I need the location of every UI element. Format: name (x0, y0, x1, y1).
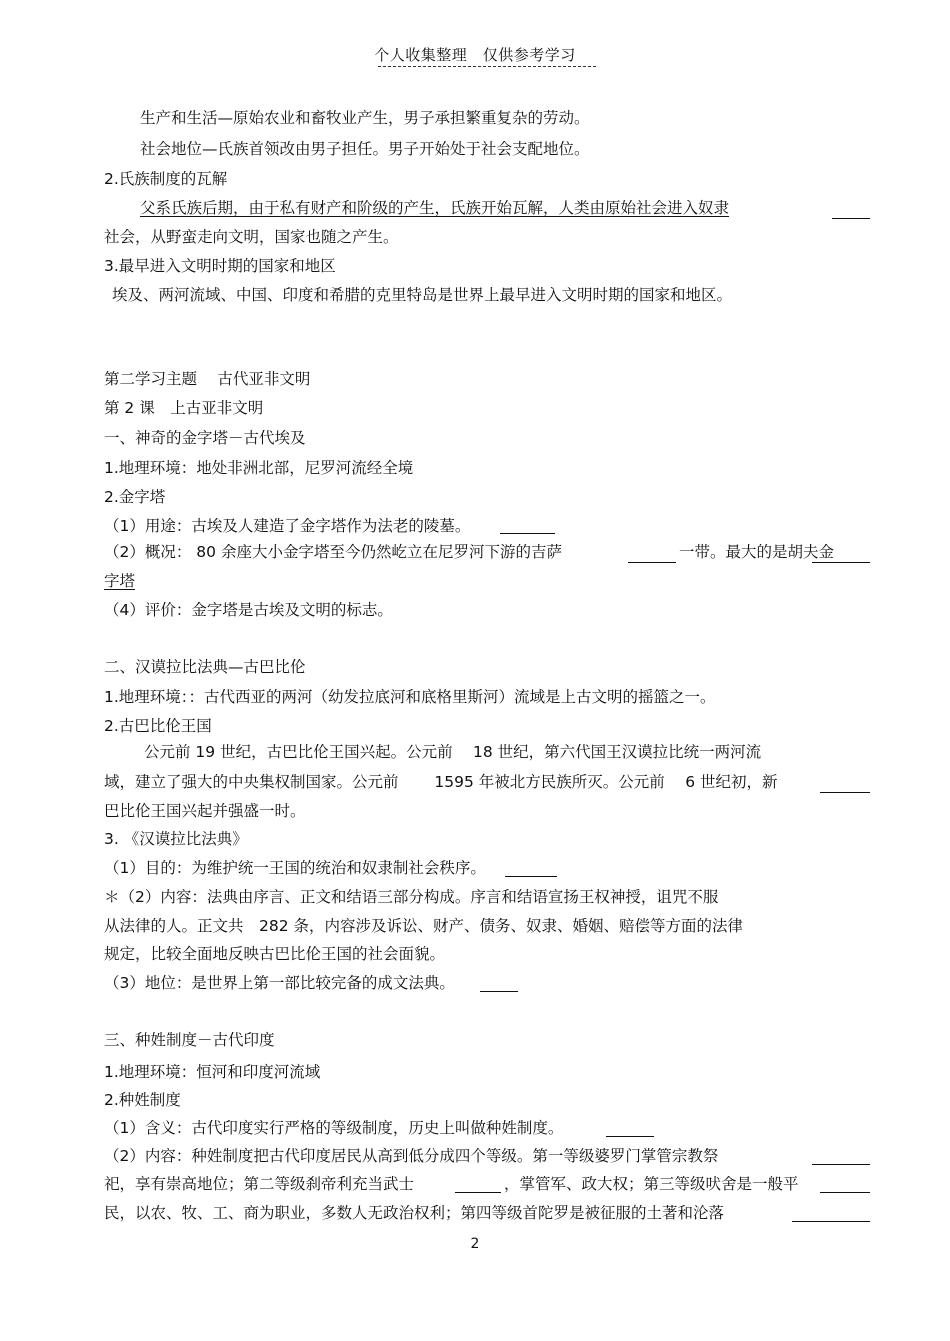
text-line: ，掌管军、政大权；第三等级吠舍是一般平 (504, 1175, 799, 1193)
fill-blank (832, 218, 870, 219)
text-line: 社会，从野蛮走向文明，国家也随之产生。 (104, 228, 399, 246)
text-line: 1.地理环境：恒河和印度河流域 (104, 1063, 321, 1081)
header-text: 个人收集整理 仅供参考学习 (374, 46, 576, 64)
section-heading: 三、种姓制度－古代印度 (104, 1031, 275, 1049)
text-line: 从法律的人。正文共 282 条，内容涉及诉讼、财产、债务、奴隶、婚姻、赔偿等方面的法律 (104, 917, 744, 935)
text-line: 字塔 (104, 572, 136, 590)
text-line: ＊（2）内容：法典由序言、正文和结语三部分构成。序言和结语宣扬王权神授，诅咒不服 (104, 888, 719, 906)
page-header (0, 44, 950, 65)
header-rule (378, 66, 596, 67)
subheading: 2.氏族制度的瓦解 (104, 170, 228, 188)
text-line: 一带。最大的是胡夫金 (679, 543, 835, 561)
text-line: 1.地理环境：：古代西亚的两河（幼发拉底河和底格里斯河）流域是上古文明的摇篮之一。 (104, 688, 716, 706)
text-line: （2）内容：种姓制度把古代印度居民从高到低分成四个等级。第一等级婆罗门掌管宗教祭 (104, 1147, 719, 1165)
text-line: （3）地位：是世界上第一部比较完备的成文法典。 (104, 974, 455, 992)
text-line: 父系氏族后期，由于私有财产和阶级的产生，氏族开始瓦解，人类由原始社会进入奴隶 (140, 199, 730, 217)
lesson-title: 第 2 课 上古亚非文明 (104, 399, 264, 417)
text-line: （2）概况： 80 余座大小金字塔至今仍然屹立在尼罗河下游的吉萨 (104, 543, 562, 561)
text-line: 社会地位—氏族首领改由男子担任。男子开始处于社会支配地位。 (140, 140, 590, 158)
text-line: （1）含义：古代印度实行严格的等级制度，历史上叫做种姓制度。 (104, 1119, 564, 1137)
text-line: （1）目的：为维护统一王国的统治和奴隶制社会秩序。 (104, 859, 486, 877)
section-heading: 一、神奇的金字塔－古代埃及 (104, 429, 306, 447)
text-line: （4）评价：金字塔是古埃及文明的标志。 (104, 601, 393, 619)
fill-blank (455, 1192, 501, 1193)
fill-blank (505, 876, 557, 877)
fill-blank (500, 533, 555, 534)
text-line: 民，以农、牧、工、商为职业，多数人无政治权利；第四等级首陀罗是被征服的土著和沦落 (104, 1204, 725, 1222)
text-line: 生产和生活—原始农业和畜牧业产生，男子承担繁重复杂的劳动。 (140, 109, 590, 127)
fill-blank (480, 991, 518, 992)
subheading: 2.种姓制度 (104, 1091, 181, 1109)
text-line: （1）用途：古埃及人建造了金字塔作为法老的陵墓。 (104, 517, 471, 535)
fill-blank (628, 562, 676, 563)
section-heading: 二、汉谟拉比法典—古巴比伦 (104, 658, 306, 676)
subheading: 3.最早进入文明时期的国家和地区 (104, 257, 336, 275)
subheading: 3. 《汉谟拉比法典》 (104, 830, 248, 848)
subheading: 2.金字塔 (104, 488, 166, 506)
fill-blank (606, 1136, 654, 1137)
subheading: 2.古巴比伦王国 (104, 717, 212, 735)
text-line: 规定，比较全面地反映古巴比伦王国的社会面貌。 (104, 945, 446, 963)
text-line: 巴比伦王国兴起并强盛一时。 (104, 802, 306, 820)
text-line: 埃及、两河流域、中国、印度和希腊的克里特岛是世界上最早进入文明时期的国家和地区。 (112, 286, 733, 304)
page-number: 2 (470, 1236, 480, 1252)
text-line: 域，建立了强大的中央集权制国家。公元前 1595 年被北方民族所灭。公元前 6 世纪初，新 (104, 773, 778, 791)
theme-title: 第二学习主题 古代亚非文明 (104, 370, 311, 388)
fill-blank (820, 1192, 870, 1193)
fill-blank (812, 1164, 870, 1165)
text-line: 祀，享有崇高地位；第二等级刹帝利充当武士 (104, 1175, 415, 1193)
fill-blank (820, 792, 870, 793)
text-line: 公元前 19 世纪，古巴比伦王国兴起。公元前 18 世纪，第六代国王汉谟拉比统一两河流 (144, 743, 762, 761)
fill-blank (792, 1221, 870, 1222)
fill-blank (812, 562, 870, 563)
text-line: 1.地理环境：地处非洲北部，尼罗河流经全境 (104, 459, 414, 477)
